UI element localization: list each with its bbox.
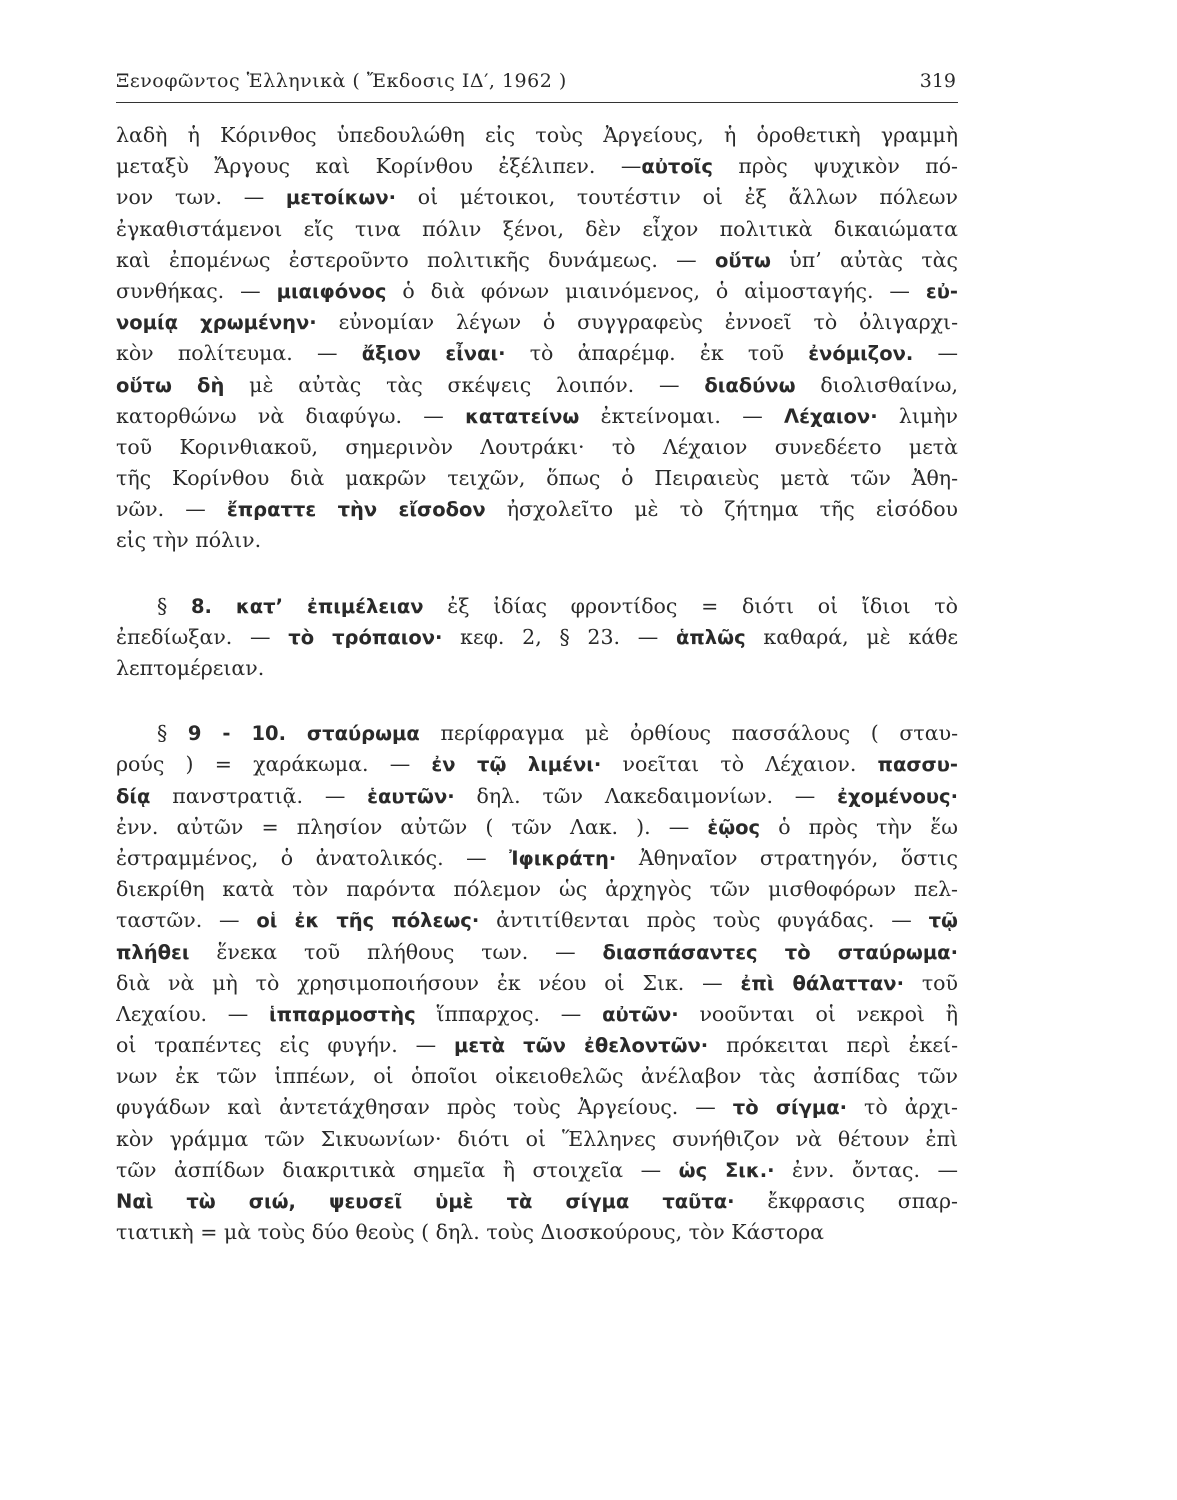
lemma-term: πασσυ- xyxy=(877,753,958,777)
gloss-text: νῶν. — xyxy=(116,497,227,522)
gloss-text: ἐξ ἰδίας φροντίδος = διότι οἱ ἴδιοι τὸ xyxy=(423,593,958,618)
lemma-term: τῷ xyxy=(928,909,958,933)
text-line xyxy=(116,1061,958,1092)
gloss-text: ἐκτείνομαι. — xyxy=(579,403,784,428)
lemma-term: διαδύνω xyxy=(704,373,796,397)
gloss-text: διολισθαίνω, xyxy=(795,372,958,397)
lemma-term: ἑαυτῶν· xyxy=(367,784,455,808)
gloss-text: ἠσχολεῖτο μὲ τὸ ζήτημα τῆς εἰσόδου xyxy=(485,497,958,522)
gloss-text: κὸν πολίτευμα. — xyxy=(116,341,362,366)
gloss-text: ρούς ) = χαράκωμα. — xyxy=(116,752,432,777)
gloss-text: ἀντιτίθενται πρὸς τοὺς φυγάδας. — xyxy=(479,908,929,933)
gloss-text: νον των. — xyxy=(116,185,286,210)
gloss-text: τοῦ Κορινθιακοῦ, σημερινὸν Λουτράκι· τὸ Λέχαιον συνεδέετο μετὰ xyxy=(116,434,958,459)
lemma-term: οὕτω xyxy=(715,248,771,272)
lemma-term: μιαιφόνος xyxy=(276,279,387,303)
gloss-text: λιμὴν xyxy=(877,403,958,428)
lemma-term: ἐπὶ θάλατταν· xyxy=(740,971,904,995)
gloss-text: ὁ διὰ φόνων μιαινόμενος, ὁ αἱμοσταγής. — xyxy=(386,278,926,303)
text-line xyxy=(116,1030,958,1061)
gloss-text: διεκρίθη κατὰ τὸν παρόντα πόλεμον ὡς ἀρχηγὸς τῶν μισθοφόρων πελ- xyxy=(116,877,958,902)
lemma-term: Λέχαιον· xyxy=(784,404,878,428)
text-line xyxy=(116,182,958,213)
gloss-text: τὸ ἀρχι- xyxy=(847,1095,958,1120)
gloss-text: ὁ πρὸς τὴν ἕω xyxy=(760,814,958,839)
text-line xyxy=(116,307,958,338)
gloss-text: λεπτομέρειαν. xyxy=(116,656,265,680)
gloss-text: οἱ τραπέντες εἰς φυγήν. — xyxy=(116,1033,454,1058)
lemma-term: κατατείνω xyxy=(465,404,580,428)
text-line xyxy=(116,338,958,369)
text-line xyxy=(116,812,958,843)
text-line xyxy=(116,120,958,151)
lemma-term: διασπάσαντες τὸ σταύρωμα· xyxy=(602,940,958,964)
gloss-text: δηλ. τῶν Λακεδαιμονίων. — xyxy=(454,783,838,808)
lemma-term: ἁπλῶς xyxy=(675,625,746,649)
text-line xyxy=(116,1217,958,1248)
text-line xyxy=(116,245,958,276)
gloss-text: καθαρά, μὲ κάθε xyxy=(745,624,958,649)
text-line xyxy=(116,401,958,432)
gloss-text: κεφ. 2, § 23. — xyxy=(442,624,676,649)
text-line xyxy=(116,874,958,905)
gloss-text: τοῦ xyxy=(904,970,958,995)
gloss-text: — xyxy=(913,341,958,366)
gloss-text: ὑπ’ αὐτὰς τὰς xyxy=(770,247,958,272)
lemma-term: 8. κατ’ ἐπιμέλειαν xyxy=(190,594,424,618)
lemma-term: νομίᾳ χρωμένην· xyxy=(116,311,317,335)
gloss-text: ἐγκαθιστάμενοι εἴς τινα πόλιν ξένοι, δὲν εἶχον πολιτικὰ δικαιώματα xyxy=(116,216,958,241)
lemma-term: ἱππαρμοστὴς xyxy=(269,1002,416,1026)
gloss-text: τιατικὴ = μὰ τοὺς δύο θεοὺς ( δηλ. τοὺς Διοσκούρους, τὸν Κάστορα xyxy=(116,1220,825,1245)
text-line xyxy=(116,968,958,999)
gloss-text: ἐνν. ὄντας. — xyxy=(774,1157,958,1182)
text-line xyxy=(116,1186,958,1217)
lemma-term: ὡς Σικ.· xyxy=(678,1158,775,1182)
text-line xyxy=(116,463,958,494)
running-header xyxy=(116,66,958,103)
gloss-text: Ἀθηναῖον στρατηγόν, ὅστις xyxy=(616,845,958,870)
gloss-text: ἕνεκα τοῦ πλήθους των. — xyxy=(189,939,603,964)
gloss-text: καὶ ἐπομένως ἐστεροῦντο πολιτικῆς δυνάμεως. — xyxy=(116,247,715,272)
lemma-term: 9 - 10. σταύρωμα xyxy=(187,722,420,746)
lemma-term: πλήθει xyxy=(116,940,190,964)
text-line xyxy=(116,999,958,1030)
text-line xyxy=(116,1124,958,1155)
text-line xyxy=(116,370,958,401)
text-line xyxy=(116,432,958,463)
gloss-text: τῆς Κορίνθου διὰ μακρῶν τειχῶν, ὅπως ὁ Πειραιεὺς μετὰ τῶν Ἀθη- xyxy=(116,466,958,491)
text-line xyxy=(116,843,958,874)
text-line xyxy=(116,214,958,245)
text-line xyxy=(116,653,958,684)
lemma-term: ἔπραττε τὴν εἴσοδον xyxy=(226,498,486,522)
header-title: Ξενοφῶντος Ἑλληνικὰ ( Ἔκδοσις ΙΔ′, 1962 ) xyxy=(116,70,567,92)
gloss-text: φυγάδων καὶ ἀντετάχθησαν πρὸς τοὺς Ἀργείους. — xyxy=(116,1095,733,1120)
lemma-term: τὸ τρόπαιον· xyxy=(288,625,443,649)
gloss-text: κατορθώνω νὰ διαφύγω. — xyxy=(116,403,466,428)
text-line xyxy=(116,151,958,182)
lemma-term: εὐ- xyxy=(925,279,958,303)
lemma-term: ἐχομένους· xyxy=(837,784,958,808)
gloss-text: οἱ μέτοικοι, τουτέστιν οἱ ἐξ ἄλλων πόλεων xyxy=(396,185,958,210)
gloss-text: πρόκειται περὶ ἐκεί- xyxy=(708,1033,958,1058)
lemma-term: Ἰφικράτη· xyxy=(509,846,617,870)
gloss-text: νων ἐκ τῶν ἱππέων, οἱ ὁποῖοι οἰκειοθελῶς ἀνέλαβον τὰς ἀσπίδας τῶν xyxy=(116,1064,958,1089)
commentary-body xyxy=(116,120,958,1248)
text-line xyxy=(116,749,958,780)
lemma-term: αὐτῶν· xyxy=(602,1002,679,1026)
lemma-term: ἐνόμιζον. xyxy=(808,342,914,366)
paragraph-gap xyxy=(116,557,958,591)
lemma-term: οὕτω δὴ xyxy=(116,373,225,397)
gloss-text: πανστρατιᾷ. — xyxy=(150,783,368,808)
text-line xyxy=(116,781,958,812)
text-line xyxy=(116,525,958,556)
lemma-term: δίᾳ xyxy=(116,784,151,808)
gloss-text: τῶν ἀσπίδων διακριτικὰ σημεῖα ἢ στοιχεῖα — xyxy=(116,1157,679,1182)
gloss-text: ἵππαρχος. — xyxy=(415,1001,603,1026)
text-line xyxy=(116,718,958,749)
gloss-text: Λεχαίου. — xyxy=(116,1001,270,1026)
text-line xyxy=(116,494,958,525)
gloss-text: νοεῖται τὸ Λέχαιον. xyxy=(601,752,878,777)
gloss-text: § xyxy=(116,721,188,746)
gloss-text: κὸν γράμμα τῶν Σικυωνίων· διότι οἱ Ἕλληνες συνήθιζον νὰ θέτουν ἐπὶ xyxy=(116,1126,958,1151)
gloss-text: μὲ αὐτὰς τὰς σκέψεις λοιπόν. — xyxy=(224,372,705,397)
gloss-text: ἔκφρασις σπαρ- xyxy=(734,1189,958,1213)
gloss-text: εὐνομίαν λέγων ὁ συγγραφεὺς ἐννοεῖ τὸ ὀλιγαρχι- xyxy=(316,310,958,335)
lemma-term: μετὰ τῶν ἐθελοντῶν· xyxy=(453,1034,709,1058)
lemma-term: μετοίκων· xyxy=(285,186,397,210)
gloss-text: διὰ νὰ μὴ τὸ χρησιμοποιήσουν ἐκ νέου οἱ Σικ. — xyxy=(116,970,741,995)
page-number: 319 xyxy=(919,70,956,92)
paragraph xyxy=(116,718,958,1248)
text-line xyxy=(116,622,958,653)
gloss-text: ἐνν. αὐτῶν = πλησίον αὐτῶν ( τῶν Λακ. ). — xyxy=(116,814,708,839)
gloss-text: εἰς τὴν πόλιν. xyxy=(116,528,262,553)
text-line xyxy=(116,905,958,936)
gloss-text: λαδὴ ἡ Κόρινθος ὑπεδουλώθη εἰς τοὺς Ἀργείους, ἡ ὁροθετικὴ γραμμὴ xyxy=(116,123,958,147)
gloss-text: ταστῶν. — xyxy=(116,908,257,933)
gloss-text: περίφραγμα μὲ ὀρθίους πασσάλους ( σταυ- xyxy=(419,721,958,746)
text-line xyxy=(116,1155,958,1186)
gloss-text: § xyxy=(116,593,191,618)
text-line xyxy=(116,1092,958,1123)
gloss-text: μεταξὺ Ἄργους καὶ Κορίνθου ἐξέλιπεν. — xyxy=(116,154,642,179)
gloss-text: συνθήκας. — xyxy=(116,278,277,303)
gloss-text: τὸ ἀπαρέμφ. ἐκ τοῦ xyxy=(505,341,809,366)
lemma-term: αὐτοῖς xyxy=(641,155,713,179)
text-line xyxy=(116,276,958,307)
gloss-text: ἐπεδίωξαν. — xyxy=(116,624,289,649)
lemma-term: τὸ σίγμα· xyxy=(732,1096,848,1120)
gloss-text: νοοῦνται οἱ νεκροὶ ἢ xyxy=(678,1001,958,1026)
paragraph xyxy=(116,591,958,685)
lemma-term: ἑῷος xyxy=(707,815,761,839)
gloss-text: πρὸς ψυχικὸν πό- xyxy=(712,154,958,179)
gloss-text: ἐστραμμένος, ὁ ἀνατολικός. — xyxy=(116,845,510,870)
lemma-term: ἄξιον εἶναι· xyxy=(361,342,506,366)
text-line xyxy=(116,591,958,622)
lemma-term: ἐν τῷ λιμένι· xyxy=(431,753,602,777)
lemma-term: οἱ ἐκ τῆς πόλεως· xyxy=(256,909,480,933)
lemma-term: Ναὶ τὼ σιώ, ψευσεῖ ὑμὲ τὰ σίγμα ταῦτα· xyxy=(116,1190,735,1213)
text-line xyxy=(116,937,958,968)
paragraph-gap xyxy=(116,684,958,718)
paragraph xyxy=(116,120,958,557)
